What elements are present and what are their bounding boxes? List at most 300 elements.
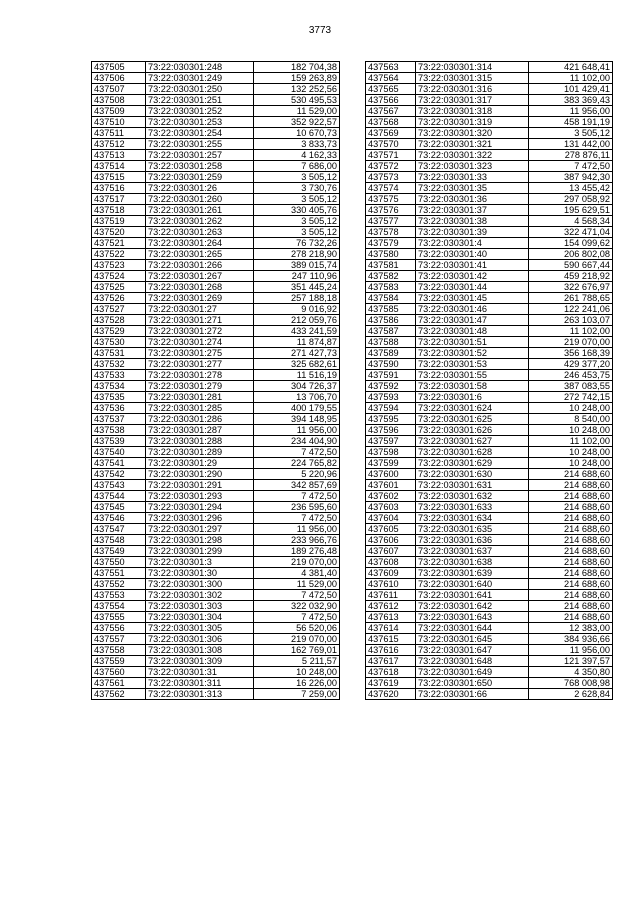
table-row	[366, 502, 613, 513]
table-row	[92, 656, 340, 667]
record-number-cell: 437528	[92, 315, 146, 326]
record-number-cell: 437604	[366, 513, 416, 524]
cadastral-number-cell: 73:22:030301:315	[416, 73, 529, 84]
table-row	[366, 370, 613, 381]
cadastral-number-cell: 73:22:030301:626	[416, 425, 529, 436]
cadastral-number-cell: 73:22:030301:287	[146, 425, 254, 436]
amount-cell: 271 427,73	[254, 348, 340, 359]
record-number-cell: 437554	[92, 601, 146, 612]
cadastral-number-cell: 73:22:030301:253	[146, 117, 254, 128]
amount-cell: 10 248,00	[529, 425, 613, 436]
cadastral-number-cell: 73:22:030301:278	[146, 370, 254, 381]
record-number-cell: 437615	[366, 634, 416, 645]
amount-cell: 322 032,90	[254, 601, 340, 612]
cadastral-number-cell: 73:22:030301:41	[416, 260, 529, 271]
record-number-cell: 437564	[366, 73, 416, 84]
amount-cell: 11 102,00	[529, 436, 613, 447]
amount-cell: 5 211,57	[254, 656, 340, 667]
amount-cell: 421 648,41	[529, 62, 613, 73]
cadastral-number-cell: 73:22:030301:6	[416, 392, 529, 403]
amount-cell: 11 956,00	[529, 645, 613, 656]
cadastral-number-cell: 73:22:030301:296	[146, 513, 254, 524]
table-row	[366, 260, 613, 271]
record-number-cell: 437506	[92, 73, 146, 84]
record-number-cell: 437612	[366, 601, 416, 612]
record-number-cell: 437561	[92, 678, 146, 689]
cadastral-number-cell: 73:22:030301:36	[416, 194, 529, 205]
table-row	[92, 205, 340, 216]
cadastral-number-cell: 73:22:030301:649	[416, 667, 529, 678]
table-row	[366, 106, 613, 117]
record-number-cell: 437546	[92, 513, 146, 524]
cadastral-number-cell: 73:22:030301:625	[416, 414, 529, 425]
amount-cell: 342 857,69	[254, 480, 340, 491]
table-row	[92, 579, 340, 590]
table-row	[92, 513, 340, 524]
table-row	[92, 623, 340, 634]
table-row	[366, 601, 613, 612]
record-number-cell: 437583	[366, 282, 416, 293]
amount-cell: 387 083,55	[529, 381, 613, 392]
record-number-cell: 437562	[92, 689, 146, 700]
table-row	[366, 491, 613, 502]
amount-cell: 356 168,39	[529, 348, 613, 359]
cadastral-number-cell: 73:22:030301:291	[146, 480, 254, 491]
table-row	[92, 326, 340, 337]
table-row	[92, 557, 340, 568]
table-row	[366, 513, 613, 524]
amount-cell: 389 015,74	[254, 260, 340, 271]
table-row	[366, 689, 613, 700]
table-row	[366, 667, 613, 678]
amount-cell: 11 102,00	[529, 73, 613, 84]
cadastral-number-cell: 73:22:030301:321	[416, 139, 529, 150]
cadastral-number-cell: 73:22:030301:66	[416, 689, 529, 700]
amount-cell: 11 529,00	[254, 579, 340, 590]
table-row	[92, 238, 340, 249]
amount-cell: 182 704,38	[254, 62, 340, 73]
amount-cell: 13 706,70	[254, 392, 340, 403]
table-row	[92, 260, 340, 271]
cadastral-number-cell: 73:22:030301:33	[416, 172, 529, 183]
record-number-cell: 437613	[366, 612, 416, 623]
cadastral-number-cell: 73:22:030301:322	[416, 150, 529, 161]
table-row	[366, 249, 613, 260]
cadastral-number-cell: 73:22:030301:45	[416, 293, 529, 304]
record-number-cell: 437522	[92, 249, 146, 260]
amount-cell: 162 769,01	[254, 645, 340, 656]
record-number-cell: 437556	[92, 623, 146, 634]
cadastral-number-cell: 73:22:030301:268	[146, 282, 254, 293]
amount-cell: 257 188,18	[254, 293, 340, 304]
amount-cell: 11 956,00	[254, 524, 340, 535]
amount-cell: 247 110,96	[254, 271, 340, 282]
table-row	[92, 227, 340, 238]
table-row	[366, 73, 613, 84]
record-number-cell: 437537	[92, 414, 146, 425]
record-number-cell: 437542	[92, 469, 146, 480]
record-number-cell: 437570	[366, 139, 416, 150]
amount-cell: 214 688,60	[529, 590, 613, 601]
table-row	[92, 436, 340, 447]
cadastral-number-cell: 73:22:030301:252	[146, 106, 254, 117]
record-number-cell: 437611	[366, 590, 416, 601]
amount-cell: 400 179,55	[254, 403, 340, 414]
amount-cell: 3 505,12	[254, 227, 340, 238]
amount-cell: 322 471,04	[529, 227, 613, 238]
record-number-cell: 437508	[92, 95, 146, 106]
table-row	[92, 458, 340, 469]
table-row	[366, 150, 613, 161]
table-row	[366, 359, 613, 370]
table-row	[92, 392, 340, 403]
cadastral-number-cell: 73:22:030301:650	[416, 678, 529, 689]
table-row	[366, 205, 613, 216]
amount-cell: 214 688,60	[529, 612, 613, 623]
amount-cell: 10 248,00	[254, 667, 340, 678]
amount-cell: 246 453,75	[529, 370, 613, 381]
amount-cell: 214 688,60	[529, 601, 613, 612]
cadastral-number-cell: 73:22:030301:300	[146, 579, 254, 590]
table-row	[366, 381, 613, 392]
table-row	[366, 304, 613, 315]
table-row	[366, 84, 613, 95]
table-row	[92, 117, 340, 128]
record-number-cell: 437566	[366, 95, 416, 106]
table-row	[366, 458, 613, 469]
record-number-cell: 437592	[366, 381, 416, 392]
cadastral-number-cell: 73:22:030301:47	[416, 315, 529, 326]
cadastral-number-cell: 73:22:030301:638	[416, 557, 529, 568]
amount-cell: 304 726,37	[254, 381, 340, 392]
cadastral-number-cell: 73:22:030301:637	[416, 546, 529, 557]
record-number-cell: 437602	[366, 491, 416, 502]
amount-cell: 7 259,00	[254, 689, 340, 700]
table-row	[366, 403, 613, 414]
cadastral-number-cell: 73:22:030301:48	[416, 326, 529, 337]
table-row	[92, 568, 340, 579]
cadastral-number-cell: 73:22:030301:642	[416, 601, 529, 612]
record-number-cell: 437590	[366, 359, 416, 370]
table-row	[366, 183, 613, 194]
cadastral-number-cell: 73:22:030301:258	[146, 161, 254, 172]
amount-cell: 131 442,00	[529, 139, 613, 150]
amount-cell: 214 688,60	[529, 502, 613, 513]
record-number-cell: 437586	[366, 315, 416, 326]
cadastral-number-cell: 73:22:030301:262	[146, 216, 254, 227]
record-number-cell: 437512	[92, 139, 146, 150]
record-number-cell: 437513	[92, 150, 146, 161]
table-row	[366, 161, 613, 172]
record-number-cell: 437519	[92, 216, 146, 227]
cadastral-number-cell: 73:22:030301:29	[146, 458, 254, 469]
cadastral-number-cell: 73:22:030301:648	[416, 656, 529, 667]
record-number-cell: 437608	[366, 557, 416, 568]
table-row	[92, 502, 340, 513]
table-row	[92, 546, 340, 557]
table-row	[92, 315, 340, 326]
amount-cell: 4 162,33	[254, 150, 340, 161]
amount-cell: 3 505,12	[254, 172, 340, 183]
amount-cell: 3 505,12	[254, 216, 340, 227]
table-row	[92, 634, 340, 645]
record-number-cell: 437518	[92, 205, 146, 216]
table-row	[92, 612, 340, 623]
amount-cell: 206 802,08	[529, 249, 613, 260]
record-number-cell: 437575	[366, 194, 416, 205]
register-table-right	[365, 61, 613, 700]
table-row	[92, 172, 340, 183]
table-row	[92, 601, 340, 612]
table-row	[92, 128, 340, 139]
table-row	[92, 183, 340, 194]
amount-cell: 261 788,65	[529, 293, 613, 304]
amount-cell: 3 505,12	[254, 194, 340, 205]
record-number-cell: 437511	[92, 128, 146, 139]
cadastral-number-cell: 73:22:030301:288	[146, 436, 254, 447]
table-row	[92, 216, 340, 227]
cadastral-number-cell: 73:22:030301:274	[146, 337, 254, 348]
table-row	[92, 469, 340, 480]
cadastral-number-cell: 73:22:030301:304	[146, 612, 254, 623]
cadastral-number-cell: 73:22:030301:634	[416, 513, 529, 524]
cadastral-number-cell: 73:22:030301:289	[146, 447, 254, 458]
record-number-cell: 437597	[366, 436, 416, 447]
amount-cell: 16 226,00	[254, 678, 340, 689]
cadastral-number-cell: 73:22:030301:251	[146, 95, 254, 106]
table-row	[366, 392, 613, 403]
cadastral-number-cell: 73:22:030301:639	[416, 568, 529, 579]
amount-cell: 11 529,00	[254, 106, 340, 117]
table-row	[92, 535, 340, 546]
amount-cell: 219 070,00	[254, 557, 340, 568]
amount-cell: 122 241,06	[529, 304, 613, 315]
amount-cell: 384 936,66	[529, 634, 613, 645]
amount-cell: 2 628,84	[529, 689, 613, 700]
amount-cell: 7 472,50	[254, 491, 340, 502]
amount-cell: 219 070,00	[254, 634, 340, 645]
record-number-cell: 437557	[92, 634, 146, 645]
cadastral-number-cell: 73:22:030301:627	[416, 436, 529, 447]
record-number-cell: 437530	[92, 337, 146, 348]
table-row	[92, 348, 340, 359]
amount-cell: 234 404,90	[254, 436, 340, 447]
cadastral-number-cell: 73:22:030301:3	[146, 557, 254, 568]
record-number-cell: 437588	[366, 337, 416, 348]
cadastral-number-cell: 73:22:030301:632	[416, 491, 529, 502]
record-number-cell: 437558	[92, 645, 146, 656]
amount-cell: 214 688,60	[529, 546, 613, 557]
amount-cell: 352 922,57	[254, 117, 340, 128]
amount-cell: 76 732,26	[254, 238, 340, 249]
amount-cell: 10 248,00	[529, 447, 613, 458]
table-row	[92, 106, 340, 117]
amount-cell: 458 191,19	[529, 117, 613, 128]
record-number-cell: 437605	[366, 524, 416, 535]
record-number-cell: 437577	[366, 216, 416, 227]
cadastral-number-cell: 73:22:030301:58	[416, 381, 529, 392]
table-row	[366, 326, 613, 337]
table-row	[366, 612, 613, 623]
cadastral-number-cell: 73:22:030301:279	[146, 381, 254, 392]
record-number-cell: 437553	[92, 590, 146, 601]
amount-cell: 278 218,90	[254, 249, 340, 260]
amount-cell: 214 688,60	[529, 469, 613, 480]
record-number-cell: 437563	[366, 62, 416, 73]
table-row	[92, 139, 340, 150]
cadastral-number-cell: 73:22:030301:286	[146, 414, 254, 425]
record-number-cell: 437619	[366, 678, 416, 689]
cadastral-number-cell: 73:22:030301:271	[146, 315, 254, 326]
table-row	[92, 194, 340, 205]
amount-cell: 11 516,19	[254, 370, 340, 381]
table-row	[366, 337, 613, 348]
cadastral-number-cell: 73:22:030301:305	[146, 623, 254, 634]
cadastral-number-cell: 73:22:030301:39	[416, 227, 529, 238]
amount-cell: 394 148,95	[254, 414, 340, 425]
record-number-cell: 437571	[366, 150, 416, 161]
cadastral-number-cell: 73:22:030301:319	[416, 117, 529, 128]
cadastral-number-cell: 73:22:030301:266	[146, 260, 254, 271]
table-row	[366, 436, 613, 447]
amount-cell: 214 688,60	[529, 480, 613, 491]
record-number-cell: 437620	[366, 689, 416, 700]
cadastral-number-cell: 73:22:030301:643	[416, 612, 529, 623]
record-number-cell: 437505	[92, 62, 146, 73]
cadastral-number-cell: 73:22:030301:265	[146, 249, 254, 260]
cadastral-number-cell: 73:22:030301:254	[146, 128, 254, 139]
record-number-cell: 437560	[92, 667, 146, 678]
amount-cell: 121 397,57	[529, 656, 613, 667]
cadastral-number-cell: 73:22:030301:42	[416, 271, 529, 282]
cadastral-number-cell: 73:22:030301:38	[416, 216, 529, 227]
record-number-cell: 437549	[92, 546, 146, 557]
cadastral-number-cell: 73:22:030301:250	[146, 84, 254, 95]
cadastral-number-cell: 73:22:030301:285	[146, 403, 254, 414]
cadastral-number-cell: 73:22:030301:35	[416, 183, 529, 194]
cadastral-number-cell: 73:22:030301:277	[146, 359, 254, 370]
table-row	[92, 62, 340, 73]
table-row	[366, 238, 613, 249]
table-row	[92, 491, 340, 502]
record-number-cell: 437609	[366, 568, 416, 579]
table-row	[366, 535, 613, 546]
amount-cell: 10 248,00	[529, 458, 613, 469]
cadastral-number-cell: 73:22:030301:306	[146, 634, 254, 645]
amount-cell: 330 405,76	[254, 205, 340, 216]
cadastral-number-cell: 73:22:030301:629	[416, 458, 529, 469]
record-number-cell: 437521	[92, 238, 146, 249]
record-number-cell: 437614	[366, 623, 416, 634]
amount-cell: 10 670,73	[254, 128, 340, 139]
record-number-cell: 437584	[366, 293, 416, 304]
cadastral-number-cell: 73:22:030301:636	[416, 535, 529, 546]
record-number-cell: 437520	[92, 227, 146, 238]
cadastral-number-cell: 73:22:030301:267	[146, 271, 254, 282]
record-number-cell: 437574	[366, 183, 416, 194]
table-row	[92, 161, 340, 172]
table-row	[92, 271, 340, 282]
amount-cell: 214 688,60	[529, 513, 613, 524]
cadastral-number-cell: 73:22:030301:40	[416, 249, 529, 260]
cadastral-number-cell: 73:22:030301:255	[146, 139, 254, 150]
amount-cell: 530 495,53	[254, 95, 340, 106]
table-row	[366, 678, 613, 689]
record-number-cell: 437539	[92, 436, 146, 447]
table-row	[366, 579, 613, 590]
cadastral-number-cell: 73:22:030301:269	[146, 293, 254, 304]
cadastral-number-cell: 73:22:030301:259	[146, 172, 254, 183]
amount-cell: 4 350,80	[529, 667, 613, 678]
record-number-cell: 437517	[92, 194, 146, 205]
amount-cell: 214 688,60	[529, 524, 613, 535]
table-row	[366, 293, 613, 304]
cadastral-number-cell: 73:22:030301:261	[146, 205, 254, 216]
table-row	[366, 348, 613, 359]
table-row	[366, 480, 613, 491]
cadastral-number-cell: 73:22:030301:311	[146, 678, 254, 689]
cadastral-number-cell: 73:22:030301:624	[416, 403, 529, 414]
cadastral-number-cell: 73:22:030301:318	[416, 106, 529, 117]
amount-cell: 212 059,76	[254, 315, 340, 326]
cadastral-number-cell: 73:22:030301:263	[146, 227, 254, 238]
amount-cell: 154 099,62	[529, 238, 613, 249]
amount-cell: 4 381,40	[254, 568, 340, 579]
table-row	[366, 447, 613, 458]
table-row	[92, 403, 340, 414]
table-row	[92, 524, 340, 535]
table-row	[366, 117, 613, 128]
amount-cell: 9 016,92	[254, 304, 340, 315]
register-table-left	[91, 61, 340, 700]
amount-cell: 429 377,20	[529, 359, 613, 370]
table-row	[92, 150, 340, 161]
cadastral-number-cell: 73:22:030301:308	[146, 645, 254, 656]
table-row	[366, 172, 613, 183]
record-number-cell: 437541	[92, 458, 146, 469]
record-number-cell: 437565	[366, 84, 416, 95]
record-number-cell: 437591	[366, 370, 416, 381]
record-number-cell: 437589	[366, 348, 416, 359]
cadastral-number-cell: 73:22:030301:314	[416, 62, 529, 73]
table-row	[92, 381, 340, 392]
amount-cell: 195 629,51	[529, 205, 613, 216]
cadastral-number-cell: 73:22:030301:302	[146, 590, 254, 601]
record-number-cell: 437603	[366, 502, 416, 513]
amount-cell: 11 874,87	[254, 337, 340, 348]
page-number: 3773	[308, 25, 332, 36]
record-number-cell: 437526	[92, 293, 146, 304]
cadastral-number-cell: 73:22:030301:298	[146, 535, 254, 546]
record-number-cell: 437509	[92, 106, 146, 117]
amount-cell: 233 966,76	[254, 535, 340, 546]
table-row	[366, 425, 613, 436]
amount-cell: 101 429,41	[529, 84, 613, 95]
table-row	[366, 623, 613, 634]
record-number-cell: 437532	[92, 359, 146, 370]
record-number-cell: 437594	[366, 403, 416, 414]
cadastral-number-cell: 73:22:030301:264	[146, 238, 254, 249]
table-row	[92, 370, 340, 381]
amount-cell: 7 686,00	[254, 161, 340, 172]
amount-cell: 387 942,30	[529, 172, 613, 183]
amount-cell: 159 263,89	[254, 73, 340, 84]
table-row	[366, 315, 613, 326]
amount-cell: 189 276,48	[254, 546, 340, 557]
record-number-cell: 437534	[92, 381, 146, 392]
amount-cell: 10 248,00	[529, 403, 613, 414]
table-row	[92, 95, 340, 106]
